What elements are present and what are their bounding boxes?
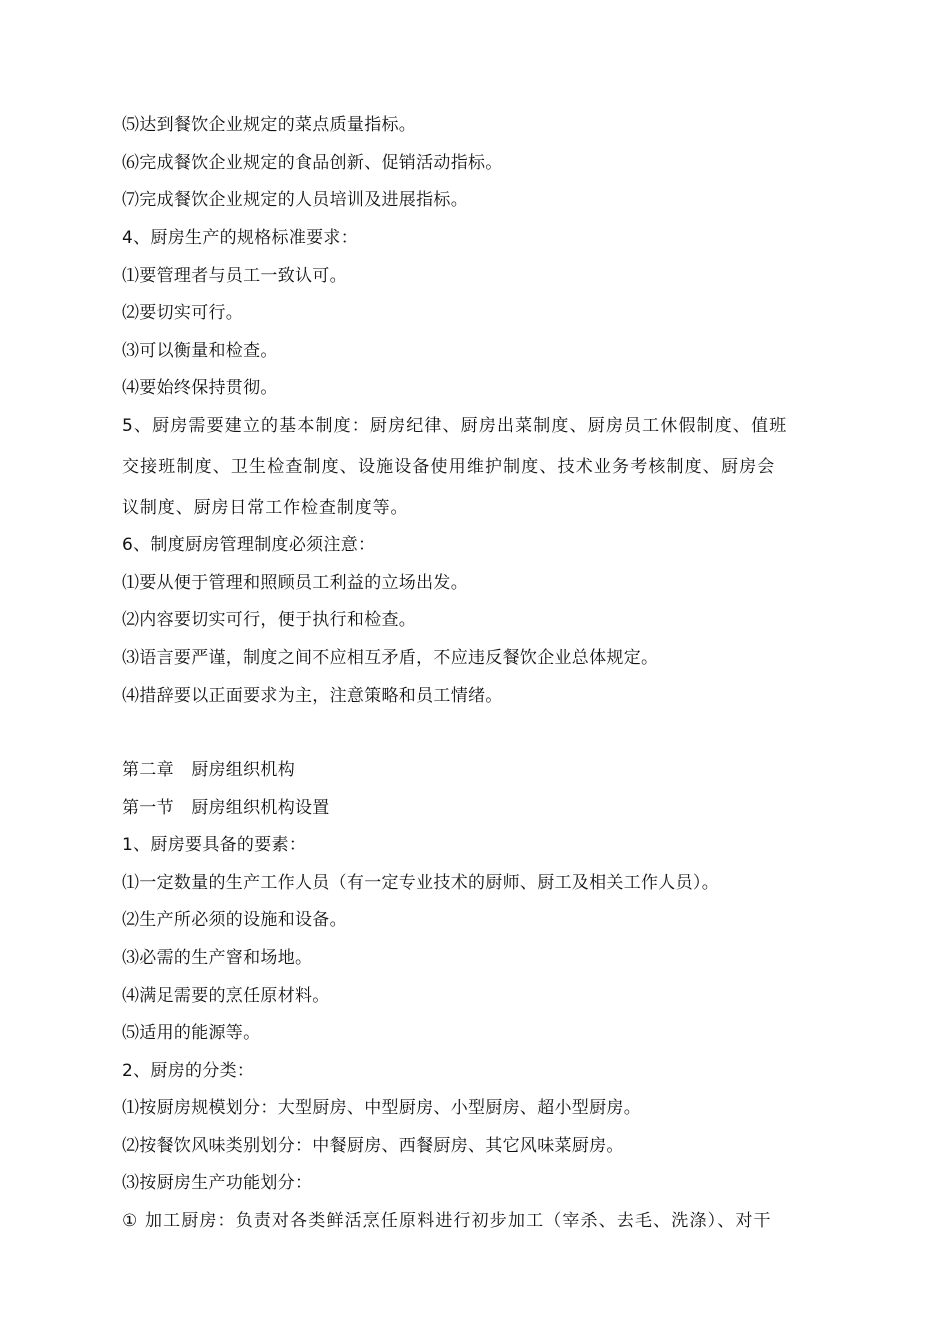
text-line: 1、厨房要具备的要素： bbox=[122, 835, 307, 855]
text-line: ⑺完成餐饮企业规定的人员培训及进展指标。 bbox=[122, 190, 468, 210]
text-line: ⑷要始终保持贯彻。 bbox=[122, 378, 278, 398]
text-line: 4、厨房生产的规格标准要求： bbox=[122, 228, 359, 248]
text-line: ⑴要从便于管理和照顾员工利益的立场出发。 bbox=[122, 573, 468, 593]
text-line: ① 加工厨房：负责对各类鲜活烹任原料进行初步加工（宰杀、去毛、洗涤）、对干 bbox=[122, 1211, 772, 1231]
text-line: ⑴要管理者与员工一致认可。 bbox=[122, 266, 347, 286]
text-line: ⑹完成餐饮企业规定的食品创新、促销活动指标。 bbox=[122, 153, 503, 173]
text-line: 5、厨房需要建立的基本制度：厨房纪律、厨房出菜制度、厨房员工休假制度、值班 bbox=[122, 416, 788, 436]
text-line: ⑵生产所必须的设施和设备。 bbox=[122, 910, 347, 930]
text-line: ⑶必需的生产窨和场地。 bbox=[122, 948, 313, 968]
text-line: ⑵按餐饮风味类别划分：中餐厨房、西餐厨房、其它风味菜厨房。 bbox=[122, 1136, 624, 1156]
text-line: ⑶语言要严谨，制度之间不应相互矛盾，不应违反餐饮企业总体规定。 bbox=[122, 648, 659, 668]
text-line: ⑵要切实可行。 bbox=[122, 303, 244, 323]
section-heading: 第一节 厨房组织机构设置 bbox=[122, 798, 330, 818]
text-line: ⑴按厨房规模划分：大型厨房、中型厨房、小型厨房、超小型厨房。 bbox=[122, 1098, 641, 1118]
text-line: ⑷满足需要的烹任原材料。 bbox=[122, 986, 330, 1006]
text-line: ⑶可以衡量和检查。 bbox=[122, 341, 278, 361]
text-line: 交接班制度、卫生检查制度、设施设备使用维护制度、技术业务考核制度、厨房会 bbox=[122, 457, 776, 477]
chapter-heading: 第二章 厨房组织机构 bbox=[122, 760, 295, 780]
text-line: ⑶按厨房生产功能划分： bbox=[122, 1173, 313, 1193]
text-line: ⑴一定数量的生产工作人员（有一定专业技术的厨师、厨工及相关工作人员）。 bbox=[122, 873, 719, 893]
text-line: ⑸达到餐饮企业规定的菜点质量指标。 bbox=[122, 115, 417, 135]
text-line: 2、厨房的分类： bbox=[122, 1061, 255, 1081]
text-line: ⑵内容要切实可行，便于执行和检查。 bbox=[122, 610, 417, 630]
text-line: ⑸适用的能源等。 bbox=[122, 1023, 261, 1043]
text-line: ⑷措辞要以正面要求为主，注意策略和员工情绪。 bbox=[122, 686, 503, 706]
text-line: 议制度、厨房日常工作检查制度等。 bbox=[122, 498, 409, 518]
text-line: 6、制度厨房管理制度必须注意： bbox=[122, 535, 376, 555]
